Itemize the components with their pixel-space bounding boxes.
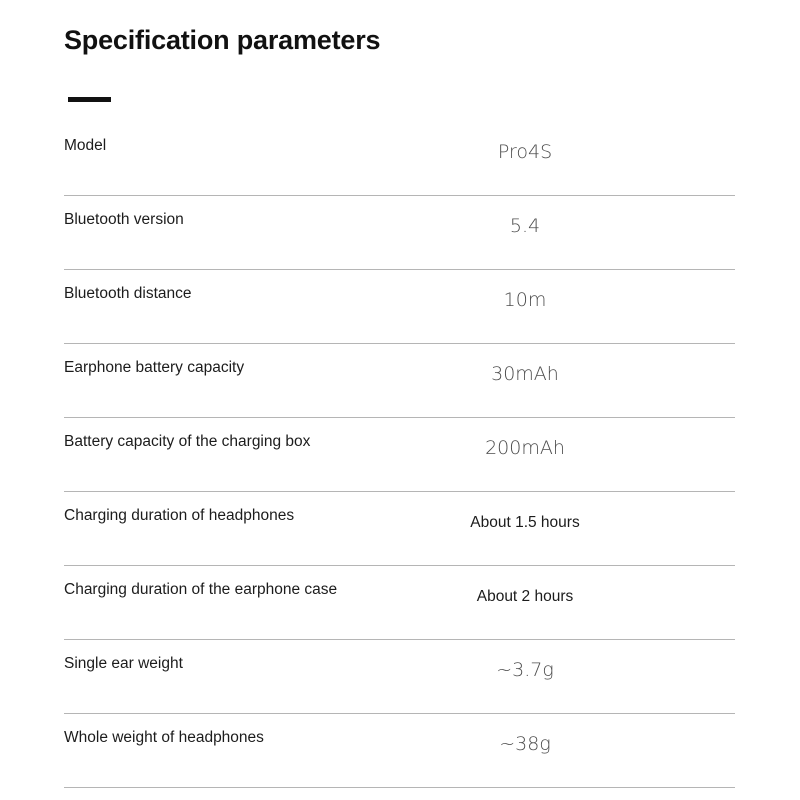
table-row (64, 640, 735, 714)
table-row (64, 566, 735, 640)
table-row (64, 270, 735, 344)
spec-label: Single ear weight (64, 655, 183, 672)
page-header (64, 24, 744, 56)
spec-label: Whole weight of headphones (64, 729, 264, 746)
specification-table (64, 122, 735, 788)
table-row (64, 344, 735, 418)
spec-label: Earphone battery capacity (64, 359, 245, 376)
spec-label: Charging duration of headphones (64, 507, 295, 524)
spec-value: About 2 hours (476, 588, 574, 605)
spec-label: Model (64, 137, 107, 154)
title-underline-accent (68, 97, 111, 102)
spec-label: Battery capacity of the charging box (64, 433, 311, 450)
spec-label: Charging duration of the earphone case (64, 581, 338, 598)
spec-value: 10m (503, 289, 547, 311)
spec-value: ~38g (499, 733, 551, 755)
spec-label: Bluetooth version (64, 211, 184, 228)
table-row (64, 714, 735, 788)
spec-value: 30mAh (491, 363, 559, 385)
spec-value: ~3.7g (496, 659, 554, 681)
spec-value: 5.4 (509, 215, 541, 237)
spec-value: Pro4S (497, 141, 553, 163)
table-row (64, 418, 735, 492)
table-row (64, 122, 735, 196)
table-row (64, 492, 735, 566)
spec-value: 200mAh (485, 437, 565, 459)
spec-value: About 1.5 hours (470, 514, 580, 531)
table-row (64, 196, 735, 270)
page-title: Specification parameters (64, 25, 381, 55)
spec-label: Bluetooth distance (64, 285, 192, 302)
